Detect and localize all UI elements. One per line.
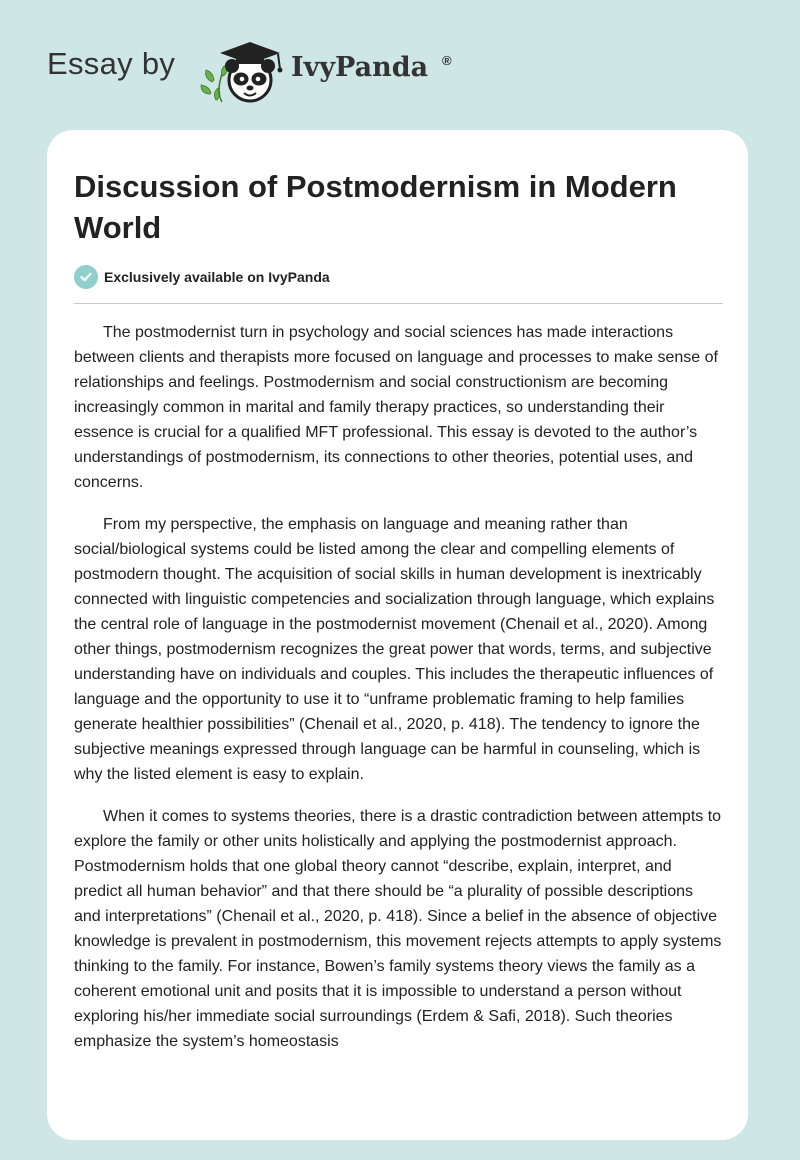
paragraph: The postmodernist turn in psychology and social sciences has made interactions between clients and therapists more focused on language and processes to make sense of relationships and feelings. Postmodernism and social constructionism are becoming increasingly common in marital and family therapy practices, so understanding their essence is crucial for a qualified MFT professional. This essay is devoted to the author’s understandings of postmodernism, its connections to other theories, potential uses, and concerns.	[74, 324, 718, 491]
exclusive-badge	[74, 265, 330, 289]
paragraph: When it comes to systems theories, there is a drastic contradiction between attempts to explore the family or other units holistically and applying the postmodernist approach. Postmodernism holds that one global theory cannot “describe, explain, interpret, and predict all human behavior” and that there should be “a plurality of possible descriptions and interpretations” (Chenail et al., 2020, p. 418). Since a belief in the absence of objective knowledge is prevalent in postmodernism, this movement rejects attempts to apply systems thinking to the family. For instance, Bowen’s family systems theory views the family as a coherent emotional unit and posits that it is impossible to understand a person without exploring his/her immediate social surroundings (Erdem & Safi, 2018). Such theories emphasize the system’s homeostasis	[74, 808, 722, 1050]
page-title: Discussion of Postmodernism in Modern World	[74, 169, 677, 245]
exclusive-badge-label: Exclusively available on IvyPanda	[104, 269, 330, 285]
brand-name[interactable]: IvyPanda	[291, 52, 429, 83]
essay-card	[47, 130, 748, 1140]
article-body	[74, 320, 724, 1071]
site-header	[0, 0, 800, 120]
registered-mark: ®	[442, 53, 452, 68]
check-circle-icon	[74, 265, 98, 289]
essay-by-label: Essay by	[47, 46, 176, 81]
divider	[74, 303, 723, 304]
panda-graduate-icon[interactable]	[200, 36, 290, 106]
paragraph: From my perspective, the emphasis on language and meaning rather than social/biological systems could be listed among the clear and compelling elements of postmodern thought. The acquisition of social skills in human development is inextricably connected with linguistic competencies and socialization through language, which explains the central role of language in the postmodernist movement (Chenail et al., 2020). Among other things, postmodernism recognizes the great power that words, terms, and subjective understanding have on individuals and couples. This includes the therapeutic influences of language and the opportunity to use it to “unframe problematic framing to help families generate healthier possibilities” (Chenail et al., 2020, p. 418). The tendency to ignore the subjective meanings expressed through language can be harmful in counseling, which is why the listed element is easy to explain.	[74, 516, 715, 783]
